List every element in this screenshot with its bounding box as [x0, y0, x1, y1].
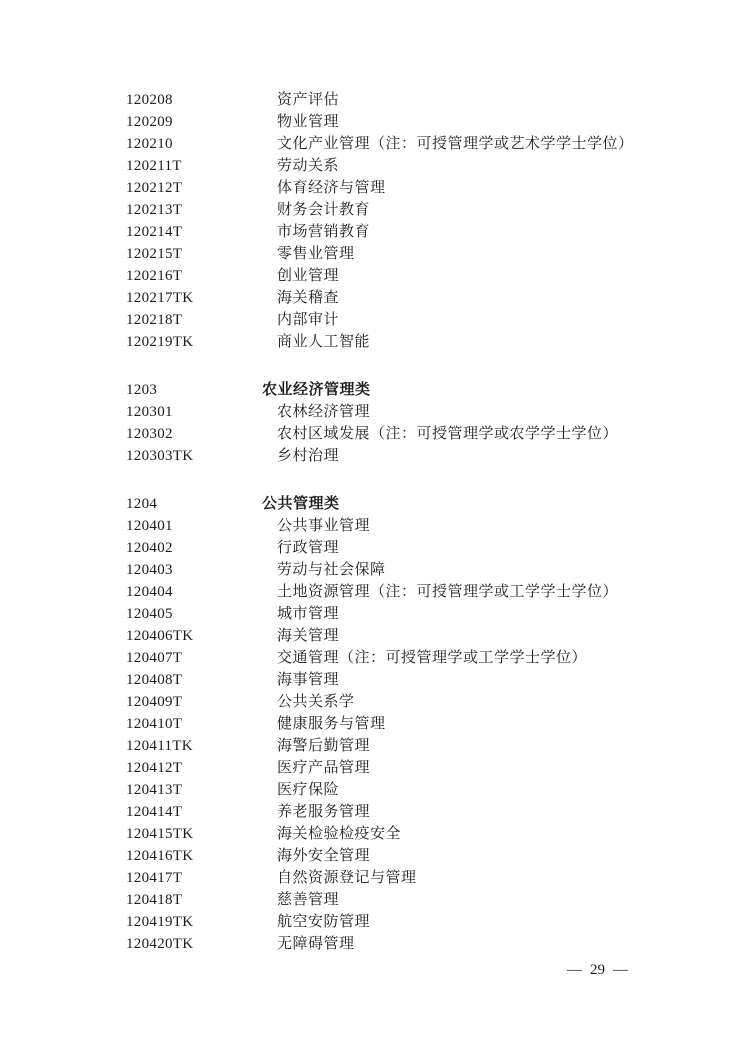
- major-row: [126, 309, 710, 331]
- major-row: [126, 669, 710, 691]
- major-code: 120419TK: [126, 914, 194, 930]
- major-code: 120410T: [126, 716, 183, 732]
- major-note: （注：可授管理学或艺术学学士学位）: [370, 136, 634, 152]
- major-row: [126, 265, 710, 287]
- major-row: [126, 221, 710, 243]
- major-code: 120416TK: [126, 848, 194, 864]
- major-name: 物业管理: [277, 114, 340, 130]
- major-row: [126, 933, 710, 955]
- major-row: [126, 911, 710, 933]
- major-code: 120301: [126, 404, 173, 420]
- major-name: 劳动关系: [277, 158, 340, 174]
- major-code: 120212T: [126, 180, 183, 196]
- major-row: [126, 867, 710, 889]
- major-name: 海警后勤管理: [277, 738, 371, 754]
- major-name: 农林经济管理: [277, 404, 371, 420]
- major-name: 资产评估: [277, 92, 340, 108]
- major-row: [126, 559, 710, 581]
- major-note: （注：可授管理学或农学学士学位）: [370, 426, 619, 442]
- major-name: 自然资源登记与管理: [277, 870, 417, 886]
- major-code: 120412T: [126, 760, 183, 776]
- major-row: [126, 757, 710, 779]
- major-code: 120209: [126, 114, 173, 130]
- major-code: 120411TK: [126, 738, 193, 754]
- major-note: （注：可授管理学或工学学士学位）: [370, 584, 619, 600]
- major-row: [126, 801, 710, 823]
- major-row: [126, 287, 710, 309]
- major-row: [126, 581, 710, 603]
- major-code: 120219TK: [126, 334, 194, 350]
- major-row: [126, 423, 710, 445]
- major-name: 交通管理: [277, 650, 340, 666]
- major-code: 120213T: [126, 202, 183, 218]
- major-code: 120401: [126, 518, 173, 534]
- major-code: 120409T: [126, 694, 183, 710]
- major-row: [126, 735, 710, 757]
- major-row: [126, 603, 710, 625]
- major-name: 海关稽查: [277, 290, 340, 306]
- major-row: [126, 155, 710, 177]
- major-name: 零售业管理: [277, 246, 355, 262]
- major-section: [126, 379, 710, 467]
- major-code: 120211T: [126, 158, 182, 174]
- major-name: 公共关系学: [277, 694, 355, 710]
- major-row: [126, 89, 710, 111]
- major-row: [126, 845, 710, 867]
- major-code: 120217TK: [126, 290, 194, 306]
- major-name: 财务会计教育: [277, 202, 371, 218]
- major-row: [126, 515, 710, 537]
- major-code: 120418T: [126, 892, 183, 908]
- major-row: [126, 199, 710, 221]
- major-row: [126, 779, 710, 801]
- major-catalog-list: [126, 89, 710, 955]
- major-code: 120302: [126, 426, 173, 442]
- category-name: 公共管理类: [262, 496, 340, 512]
- major-row: [126, 691, 710, 713]
- major-code: 120420TK: [126, 936, 194, 952]
- major-code: 120407T: [126, 650, 183, 666]
- major-name: 海关管理: [277, 628, 340, 644]
- major-name: 医疗产品管理: [277, 760, 371, 776]
- major-code: 120417T: [126, 870, 183, 886]
- page-number-dash-left: —: [567, 962, 582, 978]
- page-number: [567, 961, 628, 979]
- major-row: [126, 647, 710, 669]
- major-name: 无障碍管理: [277, 936, 355, 952]
- major-row: [126, 713, 710, 735]
- major-code: 120415TK: [126, 826, 194, 842]
- major-code: 120405: [126, 606, 173, 622]
- major-code: 120402: [126, 540, 173, 556]
- major-code: 120403: [126, 562, 173, 578]
- major-name: 城市管理: [277, 606, 340, 622]
- page-number-value: 29: [590, 962, 605, 978]
- major-code: 120413T: [126, 782, 183, 798]
- major-code: 120408T: [126, 672, 183, 688]
- major-row: [126, 537, 710, 559]
- major-section: [126, 493, 710, 955]
- major-row: [126, 823, 710, 845]
- major-name: 文化产业管理: [277, 136, 371, 152]
- major-name: 海事管理: [277, 672, 340, 688]
- major-name: 土地资源管理: [277, 584, 371, 600]
- major-name: 公共事业管理: [277, 518, 371, 534]
- major-row: [126, 401, 710, 423]
- major-name: 海关检验检疫安全: [277, 826, 402, 842]
- major-code: 120414T: [126, 804, 183, 820]
- major-row: [126, 889, 710, 911]
- major-row: [126, 133, 710, 155]
- major-name: 商业人工智能: [277, 334, 371, 350]
- category-row: [126, 379, 710, 401]
- major-row: [126, 111, 710, 133]
- category-code: 1204: [126, 496, 158, 512]
- major-code: 120215T: [126, 246, 183, 262]
- major-name: 慈善管理: [277, 892, 340, 908]
- major-name: 体育经济与管理: [277, 180, 386, 196]
- major-name: 医疗保险: [277, 782, 340, 798]
- major-code: 120218T: [126, 312, 183, 328]
- major-name: 行政管理: [277, 540, 340, 556]
- major-code: 120406TK: [126, 628, 194, 644]
- major-name: 养老服务管理: [277, 804, 371, 820]
- major-name: 航空安防管理: [277, 914, 371, 930]
- major-row: [126, 177, 710, 199]
- major-row: [126, 331, 710, 353]
- category-name: 农业经济管理类: [262, 382, 371, 398]
- major-name: 内部审计: [277, 312, 340, 328]
- major-code: 120216T: [126, 268, 183, 284]
- major-name: 农村区域发展: [277, 426, 371, 442]
- major-row: [126, 445, 710, 467]
- major-note: （注：可授管理学或工学学士学位）: [339, 650, 588, 666]
- major-row: [126, 243, 710, 265]
- major-name: 市场营销教育: [277, 224, 371, 240]
- category-row: [126, 493, 710, 515]
- major-code: 120404: [126, 584, 173, 600]
- major-name: 海外安全管理: [277, 848, 371, 864]
- major-code: 120210: [126, 136, 173, 152]
- major-name: 劳动与社会保障: [277, 562, 386, 578]
- major-code: 120214T: [126, 224, 183, 240]
- category-code: 1203: [126, 382, 158, 398]
- major-name: 健康服务与管理: [277, 716, 386, 732]
- major-name: 创业管理: [277, 268, 340, 284]
- page-number-dash-right: —: [613, 962, 628, 978]
- major-code: 120208: [126, 92, 173, 108]
- major-name: 乡村治理: [277, 448, 340, 464]
- major-code: 120303TK: [126, 448, 194, 464]
- major-row: [126, 625, 710, 647]
- major-section: [126, 89, 710, 353]
